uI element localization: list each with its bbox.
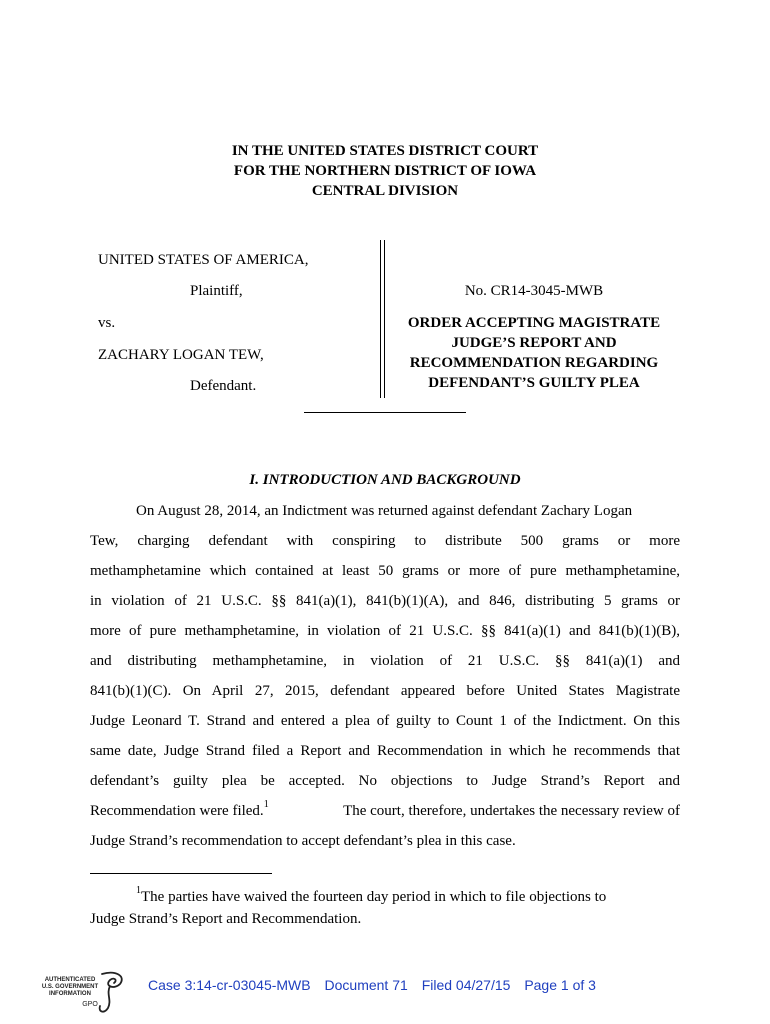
order-title-line: ORDER ACCEPTING MAGISTRATE [407,315,661,331]
court-name-line: IN THE UNITED STATES DISTRICT COURT [231,143,539,159]
footnote-text: The parties have waived the fourteen day period in which to file objections to [141,889,607,905]
footnote-first [136,886,606,908]
paragraph-line: Judge Leonard T. Strand and entered a plea of guilty to Count 1 of the Indictment. On this [90,713,680,729]
plaintiff-role: Plaintiff, [190,283,243,299]
case-number: No. CR14-3045-MWB [464,283,604,299]
logo-text: AUTHENTICATED [44,977,96,983]
paragraph-line: On August 28, 2014, an Indictment was returned against defendant Zachary Logan [136,503,633,519]
eagle-icon [100,973,122,1012]
court-division-line: CENTRAL DIVISION [311,183,459,199]
footer-case: Case 3:14-cr-03045-MWB [148,977,311,993]
paragraph-line: methamphetamine which contained at least 50 grams or more of pure methamphetamine, [90,563,680,579]
versus-label: vs. [98,315,116,331]
footer-page: Page 1 of 3 [524,977,596,993]
paragraph-line: in violation of 21 U.S.C. §§ 841(a)(1), 841(b)(1)(A), and 846, distributing 5 grams or [90,593,680,609]
court-header [0,141,770,201]
order-title-line: RECOMMENDATION REGARDING [409,355,659,371]
paragraph-segment: The court, therefore, undertakes the necessary review of [343,803,680,819]
defendant-name: ZACHARY LOGAN TEW, [98,347,264,363]
paragraph-segment [90,796,269,826]
paragraph-line: 841(b)(1)(C). On April 27, 2015, defendant appeared before United States Magistrate [90,683,680,699]
footer-document: Document 71 [324,977,408,993]
logo-text: INFORMATION [49,991,91,997]
footer-filed: Filed 04/27/15 [421,977,511,993]
defendant-role: Defendant. [190,378,257,394]
paragraph-line-with-footnote [90,796,680,826]
gpo-authentication-logo [40,968,130,1018]
footnote-marker: 1 [136,885,141,896]
paragraph-line: Judge Strand’s recommendation to accept defendant’s plea in this case. [90,833,516,849]
footnote-line [90,886,680,908]
footnote-separator [90,873,272,874]
paragraph-line: more of pure methamphetamine, in violation of 21 U.S.C. §§ 841(a)(1) and 841(b)(1)(B), [90,623,680,639]
logo-mark: GPO [82,1001,98,1008]
footnote-line: Judge Strand’s Report and Recommendation. [90,911,362,927]
plaintiff-name: UNITED STATES OF AMERICA, [98,252,309,268]
order-title-line: DEFENDANT’S GUILTY PLEA [428,375,640,391]
footnote [90,886,680,930]
section-heading: I. INTRODUCTION AND BACKGROUND [249,472,521,488]
logo-text: U.S. GOVERNMENT [41,984,99,990]
caption-divider [380,240,385,398]
document-footer [148,977,606,993]
paragraph-line: defendant’s guilty plea be accepted. No objections to Judge Strand’s Report and [90,773,680,789]
body-paragraph [90,496,680,856]
court-district-line: FOR THE NORTHERN DISTRICT OF IOWA [233,163,537,179]
caption-separator [304,412,466,413]
order-title-line: JUDGE’S REPORT AND [451,335,617,351]
order-title [392,313,676,393]
paragraph-text: Recommendation were filed. [90,803,264,819]
paragraph-line: and distributing methamphetamine, in violation of 21 U.S.C. §§ 841(a)(1) and [90,653,680,669]
footnote-ref[interactable]: 1 [263,799,269,810]
paragraph-line: same date, Judge Strand filed a Report and Recommendation in which he recommends that [90,743,680,759]
paragraph-line: Tew, charging defendant with conspiring to distribute 500 grams or more [90,533,680,549]
